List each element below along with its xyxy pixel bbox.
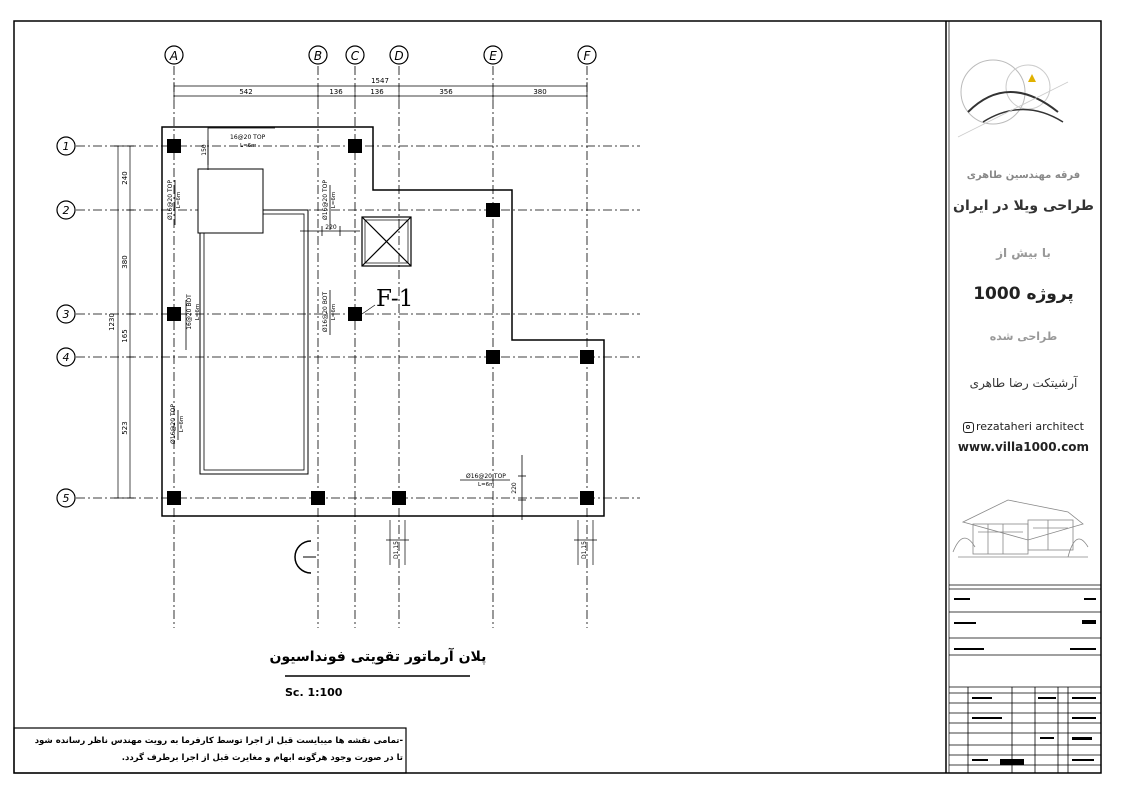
axis-bubble-3 — [57, 305, 75, 323]
brand-logo-icon — [948, 42, 1099, 152]
opening-box — [198, 169, 263, 233]
dim-top-total: 1547 — [371, 77, 389, 85]
dim-left-span-4: 523 — [121, 421, 129, 435]
rebar-label-mid-dim: 220 — [325, 224, 337, 231]
axis-bubble-F — [578, 46, 596, 64]
brand-line-1: فرقه مهندسین طاهری — [966, 170, 1081, 181]
footing-leader — [362, 305, 375, 314]
rebar-label-left-c-len: L=6m — [179, 415, 185, 433]
rebar-label-top1-len: L=6m — [240, 143, 257, 149]
axis-bubble-2 — [57, 201, 75, 219]
dim-top-span-3: 136 — [370, 88, 384, 96]
grid-lines-vertical — [174, 66, 587, 628]
column-E2 — [486, 203, 500, 217]
column-A5 — [167, 491, 181, 505]
column-A1 — [167, 139, 181, 153]
axis-bubbles-left — [57, 137, 75, 507]
rebar-label-mid-a: Ø16@20 TOP — [322, 180, 329, 220]
axis-bubble-A — [165, 46, 183, 64]
axis-label-A: A — [169, 49, 179, 63]
title-block-grid — [949, 585, 1101, 773]
brand-line-5: طراحی شده — [989, 330, 1058, 343]
axis-bubble-5 — [57, 489, 75, 507]
axis-label-C: C — [350, 49, 360, 63]
axis-label-D: D — [394, 49, 404, 63]
axis-bubble-B — [309, 46, 327, 64]
dimension-chain-left — [114, 146, 134, 498]
bottom-dim-d: D1.15 — [393, 541, 400, 559]
rebar-label-mid-b: Ø16@20 BOT — [322, 291, 329, 333]
dim-left-total: 1230 — [108, 313, 116, 331]
sheet-border — [14, 21, 1101, 773]
instagram-handle: rezataheri architect — [976, 420, 1084, 433]
brand-website: www.villa1000.com — [957, 440, 1090, 454]
column-A3 — [167, 307, 181, 321]
column-B5 — [311, 491, 325, 505]
axis-label-3: 3 — [62, 308, 70, 321]
brand-panel — [948, 22, 1099, 582]
rebar-label-right: Ø16@20 TOP — [466, 473, 506, 480]
axis-bubble-C — [346, 46, 364, 64]
axis-bubble-4 — [57, 348, 75, 366]
rebar-label-left-b: 16@20 BOT — [186, 294, 193, 330]
note-line-2: تا در صورت وجود هرگونه ابهام و مغایرت قبل از اجرا برطرف گردد. — [121, 753, 403, 763]
dim-top-span-1: 542 — [239, 88, 253, 96]
axis-bubble-E — [484, 46, 502, 64]
dim-top-span-4: 356 — [439, 88, 453, 96]
axis-label-E: E — [489, 49, 497, 63]
grid-lines-horizontal — [76, 146, 640, 498]
dim-left-span-3: 165 — [121, 329, 129, 343]
footing-label: F-1 — [376, 286, 414, 312]
column-F4 — [580, 350, 594, 364]
villa-sketch-image — [948, 462, 1099, 577]
rebar-label-left-c: Ø16@20 TOP — [170, 404, 177, 444]
axis-bubble-1 — [57, 137, 75, 155]
brand-line-4: 1000 پروژه — [973, 284, 1074, 304]
rebar-label-right-len: L=6m — [478, 482, 495, 488]
axis-label-4: 4 — [62, 351, 70, 364]
axis-label-1: 1 — [62, 140, 70, 153]
rebar-label-mid-a-len: L=6m — [331, 191, 337, 209]
void-opening — [362, 217, 411, 266]
brand-instagram — [948, 420, 1099, 433]
drawing-scale: Sc. 1:100 — [285, 686, 343, 699]
axis-label-B: B — [313, 49, 323, 63]
dim-top-span-5: 380 — [533, 88, 547, 96]
dim-left-span-2: 380 — [121, 255, 129, 269]
instagram-icon — [963, 422, 974, 433]
rebar-label-top1-dim: 150 — [201, 144, 208, 156]
brand-line-2: طراحی ویلا در ایران — [953, 198, 1094, 214]
axis-bubble-D — [390, 46, 408, 64]
drawing-title: پلان آرماتور تقویتی فونداسیون — [269, 649, 487, 665]
inner-slab-outer — [200, 210, 308, 474]
title-block-fill-marks — [954, 598, 1096, 765]
brand-line-6: آرشیتکت رضا طاهری — [969, 376, 1078, 390]
dim-left-span-1: 240 — [121, 171, 129, 185]
column-C1 — [348, 139, 362, 153]
dim-top-span-2: 136 — [329, 88, 343, 96]
rebar-label-right-dim: 220 — [511, 482, 518, 494]
rebar-label-left-a-len: L=6m — [176, 191, 182, 209]
north-arrow-icon — [295, 541, 316, 573]
note-line-1: -تمامی نقشه ها میبایست قبل از اجرا توسط کارفرما به رویت مهندس ناظر رسانده شود — [34, 736, 403, 746]
column-E4 — [486, 350, 500, 364]
bottom-dim-marks — [386, 520, 597, 565]
inner-slab-inner — [204, 214, 304, 470]
rebar-label-top1: 16@20 TOP — [230, 134, 266, 141]
rebar-label-mid-b-len: L=6m — [331, 303, 337, 321]
column-F5 — [580, 491, 594, 505]
axis-label-2: 2 — [62, 204, 70, 217]
general-note — [18, 733, 403, 767]
rebar-label-left-a: Ø16@20 TOP — [167, 180, 174, 220]
rebar-label-left-b-len: L=6m — [195, 303, 201, 321]
column-D5 — [392, 491, 406, 505]
axis-label-5: 5 — [62, 492, 70, 505]
brand-line-3: با بیش از — [996, 246, 1051, 260]
axis-label-F: F — [583, 49, 591, 63]
axis-bubbles-top — [165, 46, 596, 64]
bottom-dim-f: D1.15 — [581, 541, 588, 559]
column-C3 — [348, 307, 362, 321]
